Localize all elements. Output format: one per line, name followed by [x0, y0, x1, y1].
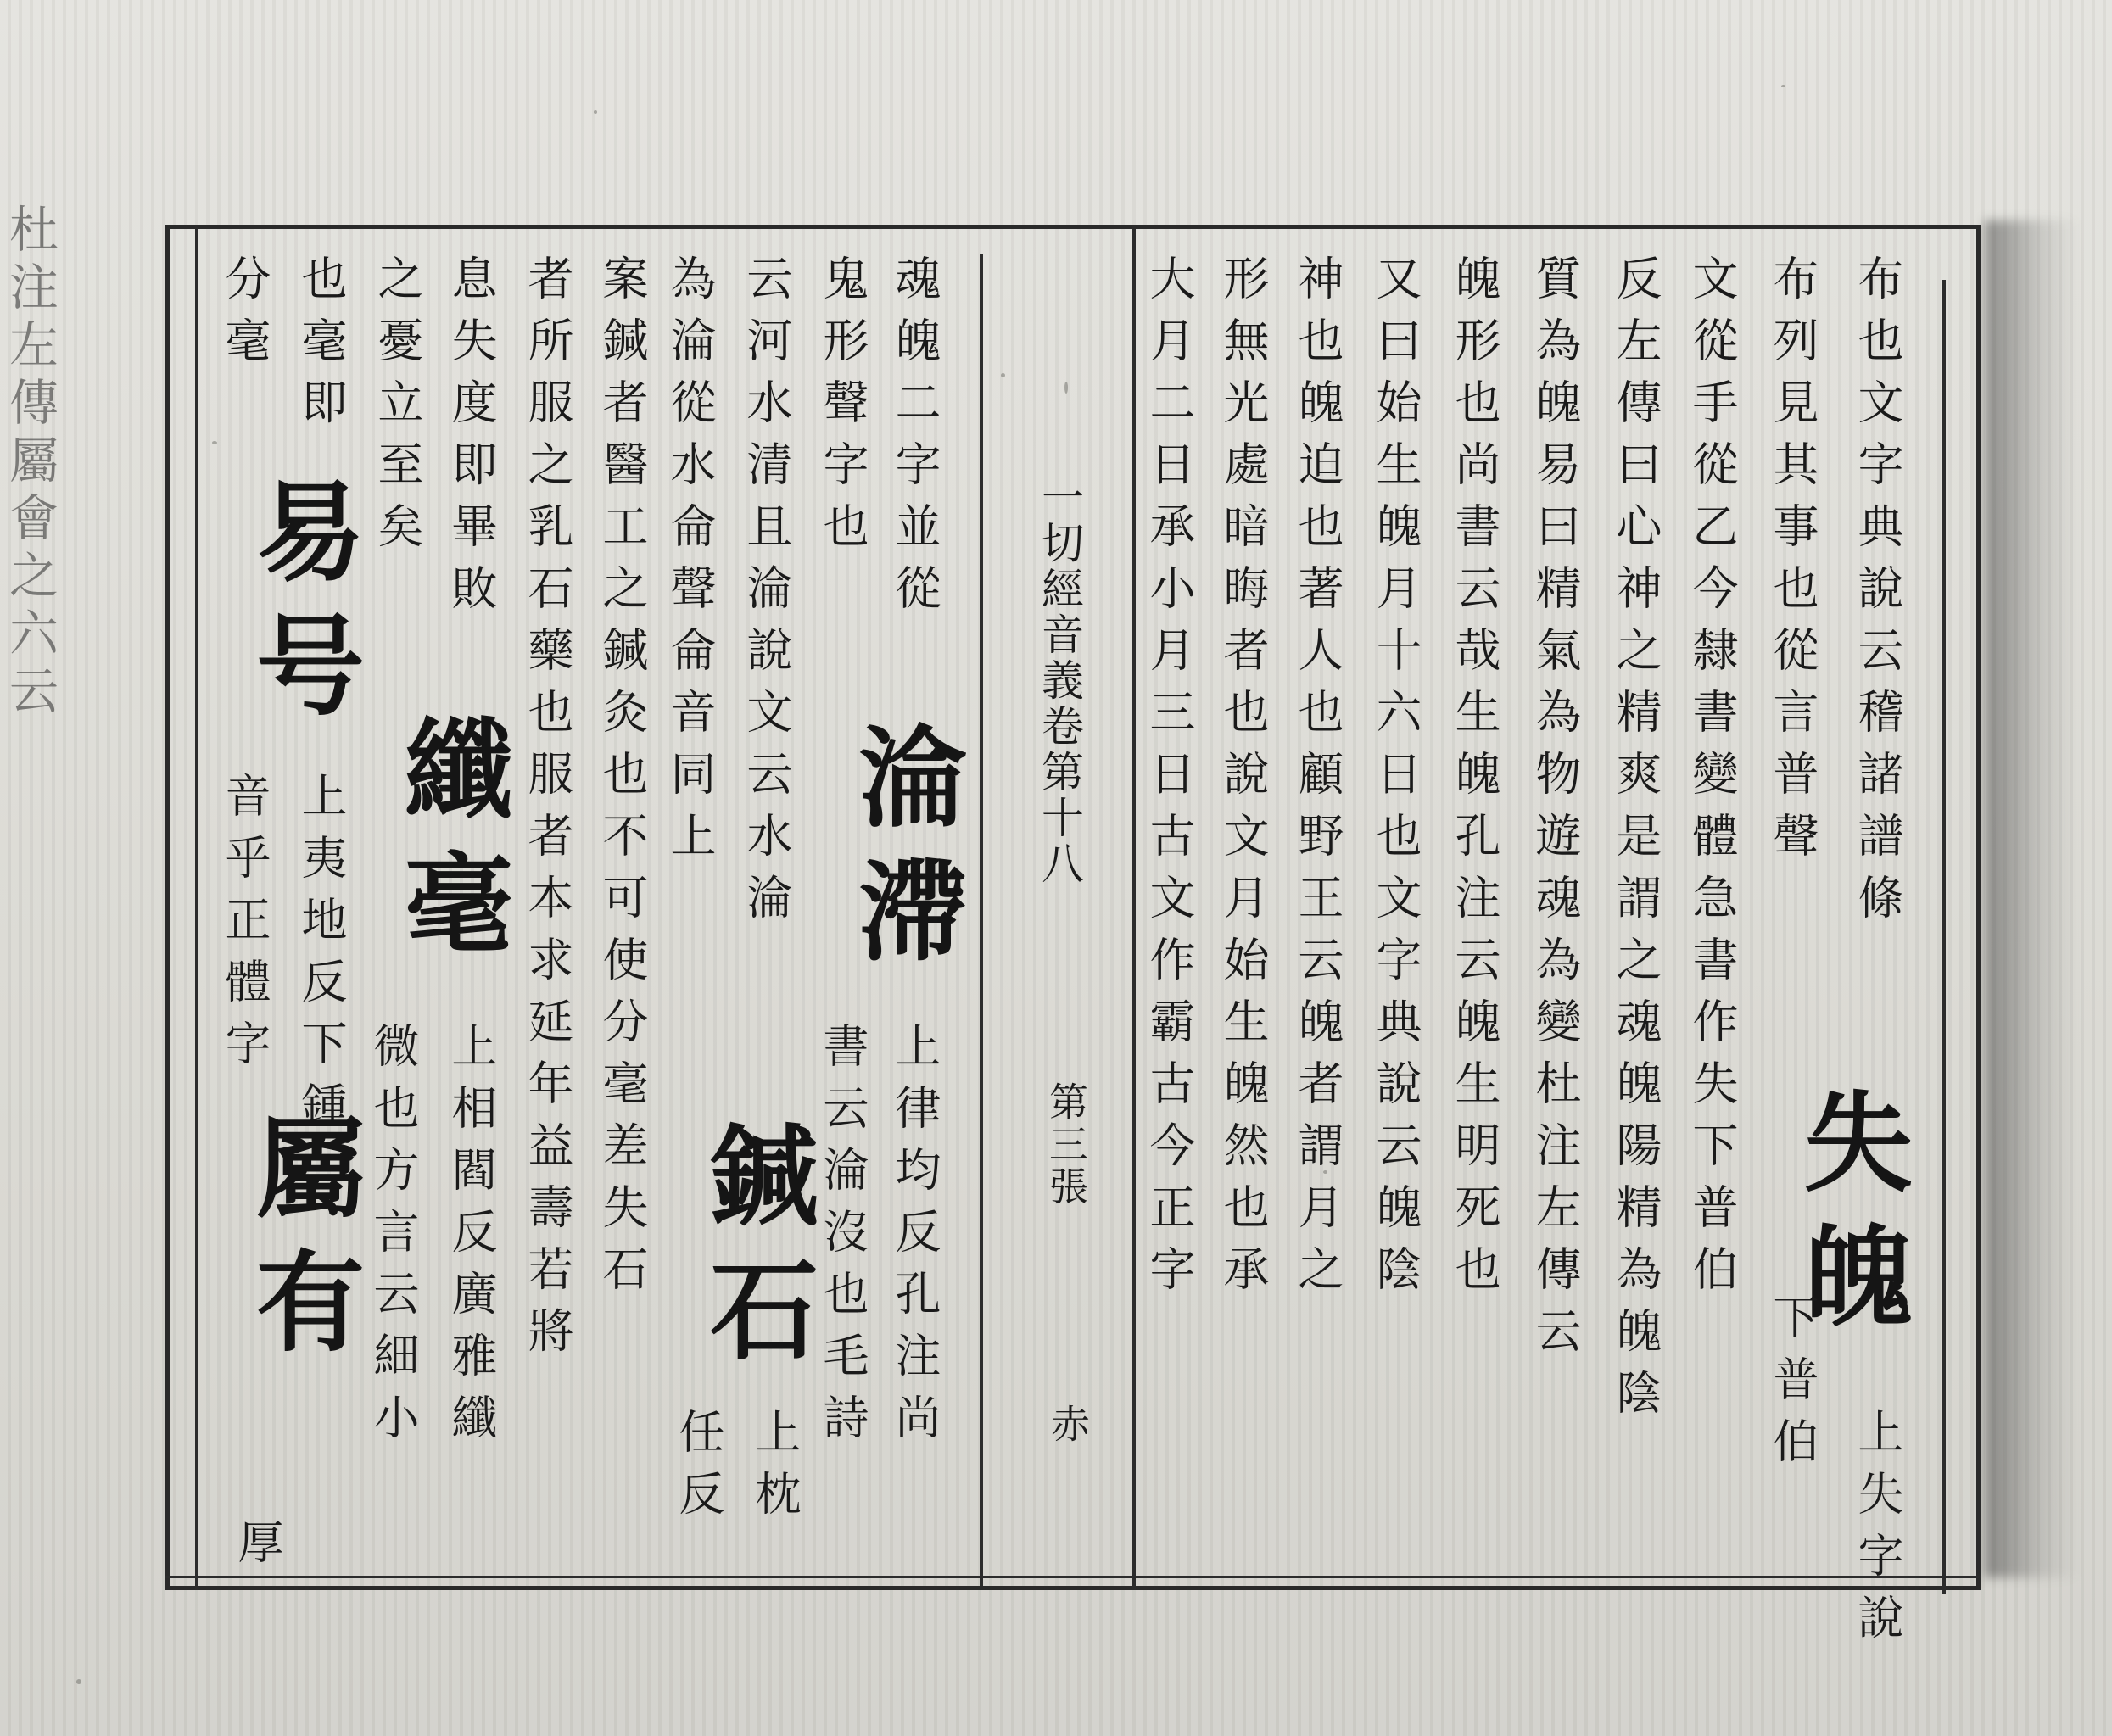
center-mark: 赤	[1045, 1404, 1091, 1446]
text-column: 案鍼者醫工之鍼灸也不可使分毫差失石	[595, 254, 649, 1307]
text-column: 分毫	[218, 254, 271, 378]
annotation: 下普伯	[1766, 1293, 1819, 1479]
text-column: 形無光處暗晦者也說文月始生魄然也承	[1216, 254, 1270, 1307]
text-column: 布也文字典說云稽諸譜條	[1851, 254, 1904, 935]
right-inner-rule	[1942, 280, 1946, 1594]
annotation: 任反	[672, 1408, 725, 1532]
annotation: 書云淪沒也毛詩	[816, 1022, 869, 1455]
text-column: 之憂立至矣	[371, 254, 424, 564]
annotation: 上相閻反廣雅纖	[444, 1022, 498, 1455]
annotation: 上枕	[748, 1408, 802, 1532]
headword: 纖毫	[386, 712, 513, 980]
text-column: 息失度即畢敗	[444, 254, 498, 626]
paper-speck	[1781, 85, 1785, 87]
ghost-column: 杜注左傳屬會之六云	[1, 204, 59, 723]
text-column: 文從手從乙今隸書變體急書作失下普伯	[1685, 254, 1739, 1307]
annotation: 上失字說	[1851, 1408, 1904, 1655]
paper-speck	[76, 1679, 81, 1684]
annotation: 微也方言云細小	[366, 1022, 420, 1455]
headword: 失魄	[1785, 1086, 1913, 1354]
show-through-text	[0, 204, 68, 1645]
paper-speck	[594, 110, 597, 114]
text-column: 也毫即	[294, 254, 348, 440]
text-column: 神也魄迫也著人也顧野王云魄者謂月之	[1291, 254, 1344, 1307]
center-rule-left	[980, 254, 983, 1586]
text-column: 魂魄二字並從	[888, 254, 941, 626]
text-column: 者所服之乳石藥也服者本求延年益壽若將	[521, 254, 574, 1369]
bottom-rule	[165, 1576, 1981, 1578]
annotation: 音乎正體字	[218, 772, 271, 1081]
text-column: 魄形也尚書云哉生魄孔注云魄生明死也	[1448, 254, 1501, 1307]
text-column: 質為魄易曰精氣為物遊魂為變杜注左傳云	[1528, 254, 1582, 1369]
book-title: 一切經音義卷第十八	[1035, 475, 1084, 887]
annotation: 厚	[231, 1518, 284, 1580]
headword: 易号	[237, 475, 365, 743]
annotation: 上夷地反下鍾	[294, 772, 348, 1143]
text-column: 為淪從水侖聲侖音同上	[663, 254, 717, 874]
text-column: 又曰始生魄月十六日也文字典說云魄陰	[1369, 254, 1422, 1307]
text-column: 云河水清且淪說文云水淪	[740, 254, 793, 935]
text-column: 反左傳曰心神之精爽是謂之魂魄陽精為魄陰	[1609, 254, 1662, 1431]
text-column: 布列見其事也從言普聲	[1766, 254, 1819, 874]
block-edge-stain	[1985, 220, 2078, 1577]
headword: 鍼石	[691, 1119, 819, 1387]
leaf-number: 第三張	[1043, 1081, 1089, 1209]
text-column: 鬼形聲字也	[816, 254, 869, 564]
headword: 淪滯	[840, 721, 967, 989]
left-inner-rule	[195, 225, 198, 1590]
headword: 屬有	[237, 1111, 365, 1379]
text-column: 大月二日承小月三日古文作霸古今正字	[1143, 254, 1196, 1307]
center-rule-right	[1132, 225, 1136, 1590]
annotation: 上律均反孔注尚	[888, 1022, 941, 1455]
